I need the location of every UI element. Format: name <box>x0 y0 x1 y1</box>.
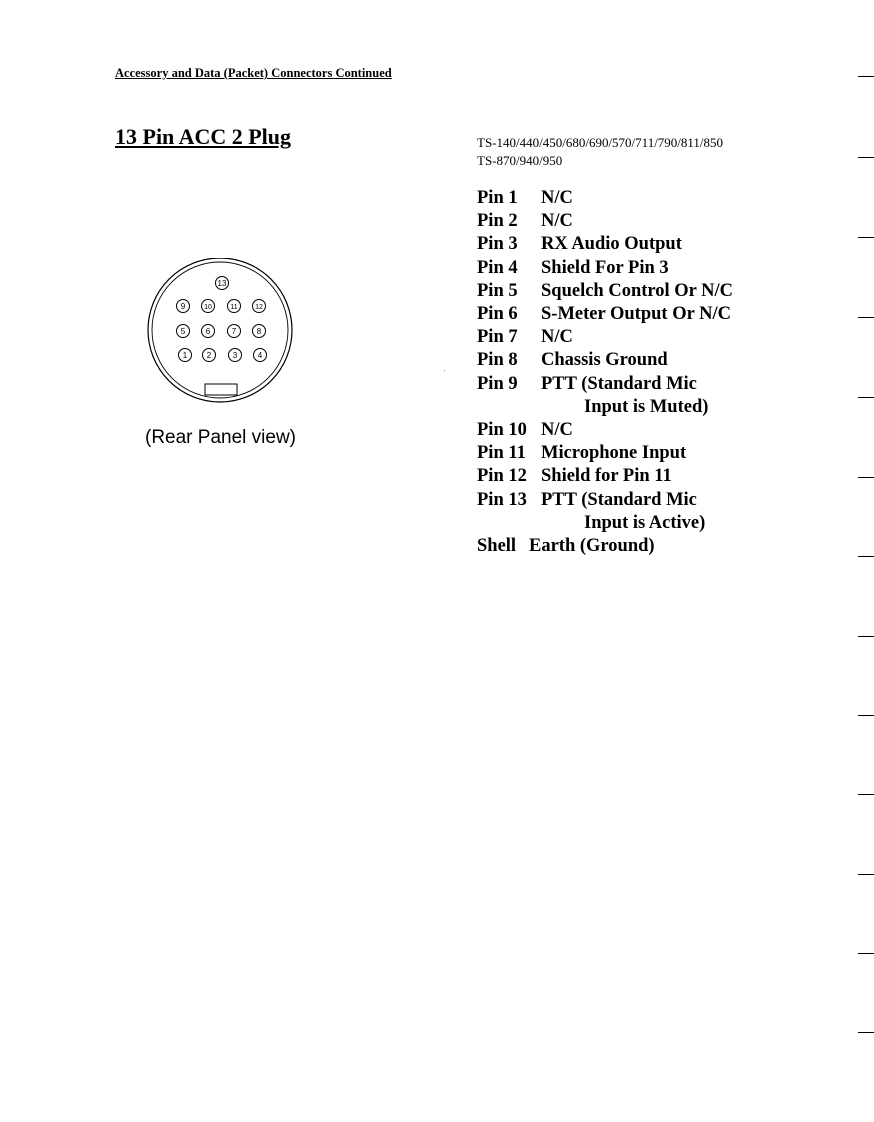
section-title: 13 Pin ACC 2 Plug <box>115 124 292 149</box>
pin-number: 6 <box>205 327 211 336</box>
pin-description: Shield For Pin 3 <box>541 257 669 278</box>
pin-10 <box>202 300 215 313</box>
shell-row <box>477 535 733 558</box>
pin-number: 7 <box>231 327 237 336</box>
pin-description: N/C <box>541 420 573 441</box>
pin-number: 4 <box>257 351 263 360</box>
pin-description: S-Meter Output Or N/C <box>541 304 731 325</box>
pin-13 <box>216 277 229 290</box>
margin-tick <box>858 477 874 478</box>
shell-description: Earth (Ground) <box>529 536 655 557</box>
model-line: TS-140/440/450/680/690/570/711/790/811/850 <box>477 135 724 150</box>
pin-number: 9 <box>180 302 186 311</box>
pin-description: N/C <box>541 211 573 232</box>
pin-row <box>477 465 733 488</box>
pin-description: Shield for Pin 11 <box>541 466 672 487</box>
pin-description-continuation: Input is Muted) <box>584 396 709 417</box>
pin-9 <box>177 300 190 313</box>
pin-label: Pin 9 <box>477 373 518 394</box>
pin-4 <box>254 349 267 362</box>
pin-number: 11 <box>230 304 238 311</box>
pin-number: 2 <box>206 351 212 360</box>
margin-tick <box>858 317 874 318</box>
pin-description: N/C <box>541 327 573 348</box>
pin-number: 13 <box>217 279 227 288</box>
diagram-caption: (Rear Panel view) <box>145 427 296 448</box>
pin-3 <box>229 349 242 362</box>
scan-speck <box>444 370 445 371</box>
pin-description: Squelch Control Or N/C <box>541 280 734 301</box>
pin-label: Pin 7 <box>477 327 518 348</box>
pin-6 <box>202 325 215 338</box>
margin-tick <box>858 953 874 954</box>
page-header: Accessory and Data (Packet) Connectors Continued <box>115 66 392 80</box>
pin-row <box>477 280 733 303</box>
pin-row <box>477 233 733 256</box>
pin-5 <box>177 325 190 338</box>
pin-description: PTT (Standard Mic <box>541 489 697 510</box>
margin-tick <box>858 874 874 875</box>
pin-label: Pin 11 <box>477 443 526 464</box>
pin-list <box>477 187 733 558</box>
pin-number: 5 <box>180 327 186 336</box>
pin-row <box>477 442 733 465</box>
pin-description: Chassis Ground <box>541 350 668 371</box>
margin-tick <box>858 715 874 716</box>
connector-key-notch <box>205 384 237 395</box>
pin-label: Pin 12 <box>477 466 527 487</box>
pin-row <box>477 489 733 512</box>
pin-label: Pin 1 <box>477 188 518 208</box>
margin-tick <box>858 237 874 238</box>
pin-label: Pin 10 <box>477 420 527 441</box>
margin-tick <box>858 157 874 158</box>
pin-11 <box>228 300 241 313</box>
pin-8 <box>253 325 266 338</box>
margin-tick <box>858 556 874 557</box>
pin-number: 8 <box>256 327 262 336</box>
pin-number: 1 <box>182 351 188 360</box>
connector-diagram <box>145 258 295 408</box>
margin-tick <box>858 1032 874 1033</box>
pin-7 <box>228 325 241 338</box>
connector-svg <box>145 258 295 408</box>
pin-row <box>477 210 733 233</box>
margin-tick <box>858 794 874 795</box>
pin-row <box>477 187 733 210</box>
pin-row <box>477 257 733 280</box>
pin-label: Pin 6 <box>477 304 518 325</box>
pin-12 <box>253 300 266 313</box>
pin-description-continuation: Input is Active) <box>584 512 706 533</box>
pin-label: Pin 2 <box>477 211 518 232</box>
pin-label: Pin 8 <box>477 350 518 371</box>
pin-description: PTT (Standard Mic <box>541 373 697 394</box>
pin-row <box>477 349 733 372</box>
pin-row <box>477 419 733 442</box>
pin-label: Pin 5 <box>477 280 518 301</box>
model-line: TS-870/940/950 <box>477 153 563 168</box>
pin-label: Pin 3 <box>477 234 518 255</box>
pin-row <box>477 303 733 326</box>
pin-description: Microphone Input <box>541 443 687 464</box>
pin-number: 12 <box>255 304 263 311</box>
pin-row <box>477 326 733 349</box>
pin-row <box>477 373 733 396</box>
pin-label: Pin 13 <box>477 489 527 510</box>
pin-number: 3 <box>232 351 238 360</box>
margin-tick <box>858 636 874 637</box>
pin-number: 10 <box>204 304 212 311</box>
pin-label: Pin 4 <box>477 257 518 278</box>
pin-2 <box>203 349 216 362</box>
pin-1 <box>179 349 192 362</box>
margin-tick <box>858 76 874 77</box>
margin-tick <box>858 397 874 398</box>
model-list <box>477 134 723 170</box>
shell-label: Shell <box>477 536 517 557</box>
pin-description: N/C <box>541 188 573 208</box>
pin-description: RX Audio Output <box>541 234 682 255</box>
